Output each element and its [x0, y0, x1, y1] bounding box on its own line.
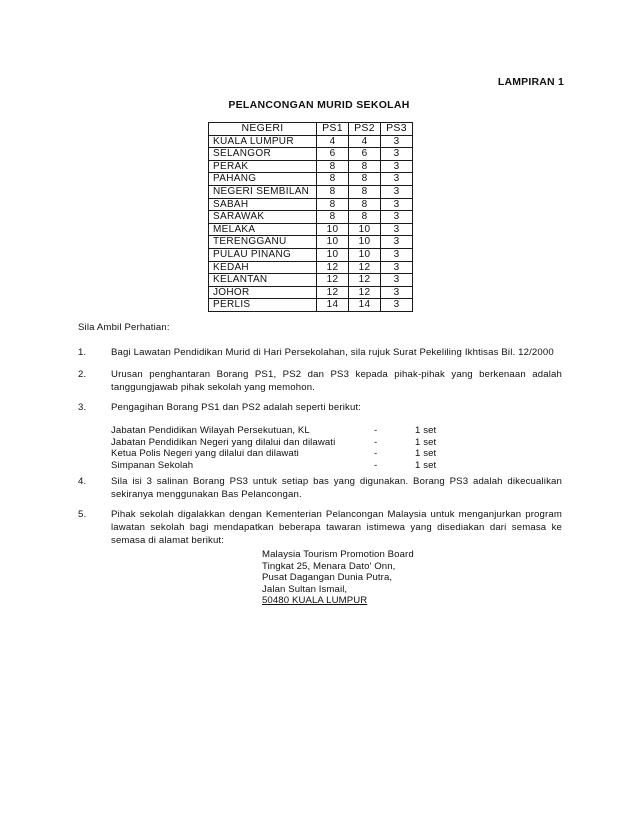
state-name-cell: JOHOR: [209, 286, 317, 299]
ps2-count-cell: 14: [349, 299, 381, 312]
ps3-count-cell: 3: [381, 160, 413, 173]
ps2-count-cell: 8: [349, 211, 381, 224]
table-row: [209, 223, 413, 236]
note-number-3: 3.: [78, 402, 87, 413]
ps1-count-cell: 8: [317, 211, 349, 224]
column-header-ps1: PS1: [317, 123, 349, 136]
ps2-count-cell: 10: [349, 248, 381, 261]
ps2-count-cell: 8: [349, 160, 381, 173]
state-name-cell: SARAWAK: [209, 211, 317, 224]
ps3-count-cell: 3: [381, 198, 413, 211]
state-name-cell: SELANGOR: [209, 148, 317, 161]
note-number-1: 1.: [78, 347, 87, 358]
table-row: [209, 236, 413, 249]
address-line: Pusat Dagangan Dunia Putra,: [262, 572, 393, 583]
distribution-quantity: 1 set: [415, 459, 437, 471]
mailing-address: [262, 549, 414, 607]
ps2-count-cell: 8: [349, 173, 381, 186]
ps1-count-cell: 10: [317, 248, 349, 261]
distribution-recipient: Jabatan Pendidikan Negeri yang dilalui dan dilawati: [111, 436, 336, 448]
ps2-count-cell: 6: [349, 148, 381, 161]
state-name-cell: PERLIS: [209, 299, 317, 312]
note-text-5: Pihak sekolah digalakkan dengan Kementerian Pelancongan Malaysia untuk menganjurkan program lawatan sekolah bagi mendapatkan beberapa tawaran istimewa yang disediakan dari semasa ke semasa di alamat berikut:: [111, 509, 562, 546]
ps1-count-cell: 12: [317, 261, 349, 274]
table-row: [209, 274, 413, 287]
ps3-count-cell: 3: [381, 148, 413, 161]
note-number-5: 5.: [78, 509, 87, 520]
note-number-4: 4.: [78, 476, 87, 487]
ps1-count-cell: 10: [317, 236, 349, 249]
state-name-cell: SABAH: [209, 198, 317, 211]
ps3-count-cell: 3: [381, 299, 413, 312]
ps1-count-cell: 12: [317, 286, 349, 299]
column-header-ps3: PS3: [381, 123, 413, 136]
ps1-count-cell: 8: [317, 185, 349, 198]
state-name-cell: KELANTAN: [209, 274, 317, 287]
ps1-count-cell: 4: [317, 135, 349, 148]
table-header-row: [209, 123, 413, 136]
note-text-4: Sila isi 3 salinan Borang PS3 untuk setiap bas yang digunakan. Borang PS3 adalah dikecualikan sekiranya menggunakan Bas Pelancongan.: [111, 476, 562, 500]
note-number-2: 2.: [78, 369, 87, 380]
state-name-cell: KEDAH: [209, 261, 317, 274]
state-name-cell: TERENGGANU: [209, 236, 317, 249]
ps2-count-cell: 8: [349, 198, 381, 211]
ps3-count-cell: 3: [381, 261, 413, 274]
address-postal-line: 50480 KUALA LUMPUR: [262, 595, 368, 606]
ps1-count-cell: 12: [317, 274, 349, 287]
ps1-count-cell: 8: [317, 173, 349, 186]
ps2-count-cell: 12: [349, 274, 381, 287]
ps3-count-cell: 3: [381, 211, 413, 224]
ps2-count-cell: 8: [349, 185, 381, 198]
table-row: [209, 286, 413, 299]
ps2-count-cell: 10: [349, 236, 381, 249]
ps2-count-cell: 12: [349, 286, 381, 299]
ps3-count-cell: 3: [381, 135, 413, 148]
state-name-cell: KUALA LUMPUR: [209, 135, 317, 148]
address-line: Jalan Sultan Ismail,: [262, 583, 348, 595]
state-name-cell: MELAKA: [209, 223, 317, 236]
ps3-count-cell: 3: [381, 236, 413, 249]
table-row: [209, 185, 413, 198]
table-row: [209, 198, 413, 211]
ps1-count-cell: 6: [317, 148, 349, 161]
ps1-count-cell: 8: [317, 198, 349, 211]
ps1-count-cell: 8: [317, 160, 349, 173]
notes-heading: Sila Ambil Perhatian:: [78, 322, 170, 333]
ps3-count-cell: 3: [381, 223, 413, 236]
distribution-dash: -: [374, 436, 378, 448]
table-row: [209, 148, 413, 161]
distribution-dash: -: [374, 425, 378, 436]
document-title: PELANCONGAN MURID SEKOLAH: [228, 99, 410, 111]
note-text-3: Pengagihan Borang PS1 dan PS2 adalah seperti berikut:: [111, 402, 362, 413]
column-header-ps2: PS2: [349, 123, 381, 136]
column-header-negeri: NEGERI: [209, 123, 317, 136]
ps2-count-cell: 12: [349, 261, 381, 274]
distribution-recipient: Jabatan Pendidikan Wilayah Persekutuan, KL: [111, 425, 310, 436]
ps3-count-cell: 3: [381, 173, 413, 186]
note-text-1: Bagi Lawatan Pendidikan Murid di Hari Persekolahan, sila rujuk Surat Pekeliling Ikhtisas Bil. 12/2000: [111, 347, 554, 358]
appendix-label: LAMPIRAN 1: [497, 76, 564, 88]
table-row: [209, 211, 413, 224]
distribution-dash: -: [374, 459, 378, 471]
state-forms-table: [208, 122, 413, 312]
distribution-quantity: 1 set: [415, 448, 437, 459]
ps2-count-cell: 4: [349, 135, 381, 148]
ps1-count-cell: 10: [317, 223, 349, 236]
ps3-count-cell: 3: [381, 248, 413, 261]
table-row: [209, 261, 413, 274]
address-line: Tingkat 25, Menara Dato' Onn,: [262, 560, 396, 572]
distribution-dash: -: [374, 448, 378, 459]
state-name-cell: PAHANG: [209, 173, 317, 186]
note-text-2: Urusan penghantaran Borang PS1, PS2 dan PS3 kepada pihak-pihak yang berkenaan adalah tanggungjawab pihak sekolah yang memohon.: [111, 369, 562, 393]
table-row: [209, 248, 413, 261]
ps3-count-cell: 3: [381, 274, 413, 287]
address-line: Malaysia Tourism Promotion Board: [262, 549, 414, 560]
state-name-cell: PERAK: [209, 160, 317, 173]
state-name-cell: NEGERI SEMBILAN: [209, 185, 317, 198]
table-row: [209, 299, 413, 312]
ps1-count-cell: 14: [317, 299, 349, 312]
distribution-quantity: 1 set: [415, 425, 437, 436]
distribution-recipient: Simpanan Sekolah: [111, 459, 194, 471]
distribution-recipient: Ketua Polis Negeri yang dilalui dan dilawati: [111, 448, 299, 459]
table-row: [209, 173, 413, 186]
state-name-cell: PULAU PINANG: [209, 248, 317, 261]
ps2-count-cell: 10: [349, 223, 381, 236]
table-row: [209, 135, 413, 148]
distribution-quantity: 1 set: [415, 436, 437, 448]
table-row: [209, 160, 413, 173]
ps3-count-cell: 3: [381, 185, 413, 198]
ps3-count-cell: 3: [381, 286, 413, 299]
